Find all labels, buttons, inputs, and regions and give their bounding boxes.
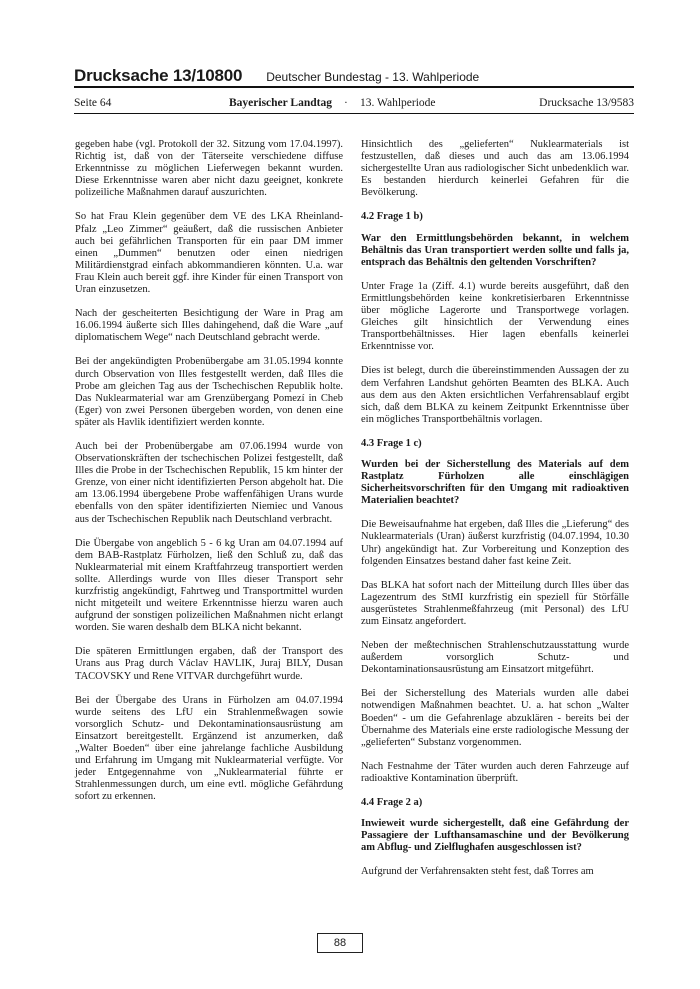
left-paragraph: Die Übergabe von angeblich 5 - 6 kg Uran am 04.07.1994 auf dem BAB-Rastplatz Fürholzen, ließ den Schluß zu, daß das Nuklearmaterial mit einem Kraftfahrzeug transportiert werden sollte. Allerdings wurde von Illes dieser Transport sehr kurzfristig angekündigt, Fahrtweg und Transportmittel wurden nicht mitgeteilt und weitere Erkenntnisse hierzu waren auch aufgrund der sonstigen polizeilichen Maßnahmen nicht erlangt worden. Sie waren deshalb dem BLKA nicht bekannt.	[75, 537, 343, 634]
left-paragraph: Nach der gescheiterten Besichtigung der Ware in Prag am 16.06.1994 äußerte sich Illes dahingehend, daß die Ware „auf diplomatischem Wege“ nach Deutschland gebracht werde.	[75, 308, 343, 344]
section-heading-4-4: 4.4 Frage 2 a)	[361, 797, 423, 809]
left-paragraph: Auch bei der Probenübergabe am 07.06.1994 wurde von Observationskräften der tschechischen Polizei festgestellt, daß Illes die Probe in der Tschechischen Republik, 15 km hinter der Grenze, von einer nicht identifizierten Person abgeholt hat. Die am 13.06.1994 übergebene Probe waffenfähigen Urans wurde ebenfalls von den später identifizierten Niemiec und Vanous aus der Tschechischen Republik nach Deutschland verbracht.	[75, 440, 343, 525]
section-heading-4-3: 4.3 Frage 1 c)	[361, 437, 422, 449]
right-column	[361, 139, 629, 891]
header-rule-thick	[74, 86, 634, 88]
page-number-box: 88	[317, 933, 363, 953]
section-heading-4-2: 4.2 Frage 1 b)	[361, 211, 423, 223]
inner-period-label: 13. Wahlperiode	[360, 97, 436, 109]
inner-doc-label: Drucksache 13/9583	[539, 97, 634, 109]
inner-header	[74, 97, 634, 111]
left-paragraph: Bei der Übergabe des Urans in Fürholzen am 04.07.1994 wurde seitens des LfU ein Strahlenmeßwagen sowie vorsorglich Schutz- und Dekontaminationsausrüstung am Einsatzort bereitgestellt. Ergänzend ist anzumerken, daß „Walter Boeden“ über eine jahrelange fachliche Ausbildung und Erfahrung im Umgang mit Nuklearmaterial verfügte. Vor jeder Entgegennahme von „Nuklearmaterial führte er Strahlenmessungen durch, um eine evtl. mögliche Gefährdung sofort zu erkennen.	[75, 694, 343, 803]
answer-paragraph: Unter Frage 1a (Ziff. 4.1) wurde bereits ausgeführt, daß den Ermittlungsbehörden keine konkretisierbaren Erkenntnisse über mögliche Lagerorte und Transportwege vorlagen. Gleiches gilt hinsichtlich der Verwendung eines Transportbehältnisses. Hier lagen ebenfalls keinerlei Erkenntnisse vor.	[361, 280, 629, 353]
answer-paragraph: Die Beweisaufnahme hat ergeben, daß Illes die „Lieferung“ des Nuklearmaterials (Uran) äußerst kurzfristig (04.07.1994, 10.30 Uhr) angekündigt hat. Zur Vorbereitung und Konzeption des folgenden Einsatzes bestand daher fast keine Zeit.	[361, 519, 629, 567]
document-title: Drucksache 13/10800	[74, 66, 243, 85]
outer-header	[74, 66, 634, 86]
header-rule-thin	[74, 113, 634, 114]
left-paragraph: gegeben habe (vgl. Protokoll der 32. Sitzung vom 17.04.1997). Richtig ist, daß von der Täterseite verschiedene diffuse Erkenntnisse zu möglichen Lieferwegen bekannt wurden. Diese Erkenntnisse waren aber nicht dazu geeignet, konkrete polizeiliche Maßnahmen darauf auszurichten.	[75, 139, 343, 199]
parliament-subtitle: Deutscher Bundestag - 13. Wahlperiode	[266, 70, 480, 84]
left-paragraph: So hat Frau Klein gegenüber dem VE des LKA Rheinland-Pfalz „Leo Zimmer“ geäußert, daß die russischen Anbieter auch bei gefährlichen Transporten für ein paar DM immer einen „Dummen“ benutzen oder einen niedrigen Militärdienstgrad einfach abkommandieren könnten. U.a. war Frau Klein auch bereit ggf. ihre Kinder für einen Transport von Uran einzusetzen.	[75, 211, 343, 296]
inner-body-label: Bayerischer Landtag	[229, 97, 332, 109]
inner-page-label: Seite 64	[74, 97, 112, 109]
answer-paragraph: Neben der meßtechnischen Strahlenschutzausstattung wurde außerdem vorsorglich Schutz- und Dekontaminationsausrüstung am Einsatzort mitgeführt.	[361, 640, 629, 676]
inner-separator: ·	[344, 97, 348, 109]
left-paragraph: Bei der angekündigten Probenübergabe am 31.05.1994 konnte durch Observation von Illes festgestellt werden, daß Illes die Probe am gleichen Tag aus der Tschechischen Republik holte. Das Nuklearmaterial war am Grenzübergang Pomezí in Cheb (Eger) von zwei Personen übergeben worden, von denen eine später als Havlik identifiziert werden konnte.	[75, 356, 343, 428]
answer-paragraph: Aufgrund der Verfahrensakten steht fest, daß Torres am	[361, 866, 594, 878]
answer-paragraph: Dies ist belegt, durch die übereinstimmenden Aussagen der zu dem Verfahren Landshut gehörten Beamten des BLKA. Auch aus dem aus den Akten ersichtlichen Verfahrensablauf ergibt sich, daß dem BLKA zu keinem Zeitpunkt Erkenntnisse über ein mögliches Transportbehältnis vorlagen.	[361, 365, 629, 425]
right-intro-paragraph: Hinsichtlich des „gelieferten“ Nuklearmaterials ist festzustellen, daß dieses und auch das am 13.06.1994 sichergestellte Uran aus radiologischer Sicht unbedenklich war. Es bestanden hierdurch keinerlei Gefahren für die Bevölkerung.	[361, 139, 629, 199]
answer-paragraph: Das BLKA hat sofort nach der Mitteilung durch Illes über das Lagezentrum des StMI kurzfristig ein speziell für Störfälle ausgerüstetes Strahlenmeßfahrzeug (mit Personal) des LfU zum Einsatz angefordert.	[361, 579, 629, 627]
left-paragraph: Die späteren Ermittlungen ergaben, daß der Transport des Urans aus Prag durch Václav HAVLIK, Juraj BILY, Dusan TACOVSKY und Rene VITVAR durchgeführt wurde.	[75, 646, 343, 682]
answer-paragraph: Bei der Sicherstellung des Materials wurden alle dabei notwendigen Maßnahmen beachtet. U. a. hat schon „Walter Boeden“ - um die Gefahrenlage abzuklären - bereits bei der Übernahme des Materials eine erste radiologische Messung der „gelieferten“ Substanz vorgenommen.	[361, 688, 629, 748]
question-2a: Inwieweit wurde sichergestellt, daß eine Gefährdung der Passagiere der Lufthansamaschine und der Bevölkerung am Abflug- und Zielflughafen ausgeschlossen ist?	[361, 818, 629, 854]
question-1b: War den Ermittlungsbehörden bekannt, in welchem Behältnis das Uran transportiert werden sollte und falls ja, entsprach das Behältnis den geltenden Vorschriften?	[361, 232, 629, 268]
answer-paragraph: Nach Festnahme der Täter wurden auch deren Fahrzeuge auf radioaktive Kontamination überprüft.	[361, 760, 629, 784]
question-1c: Wurden bei der Sicherstellung des Materials auf dem Rastplatz Fürholzen alle einschlägigen Sicherheitsvorschriften für den Umgang mit radioaktiven Materialien beachtet?	[361, 458, 629, 507]
left-column	[75, 139, 343, 816]
